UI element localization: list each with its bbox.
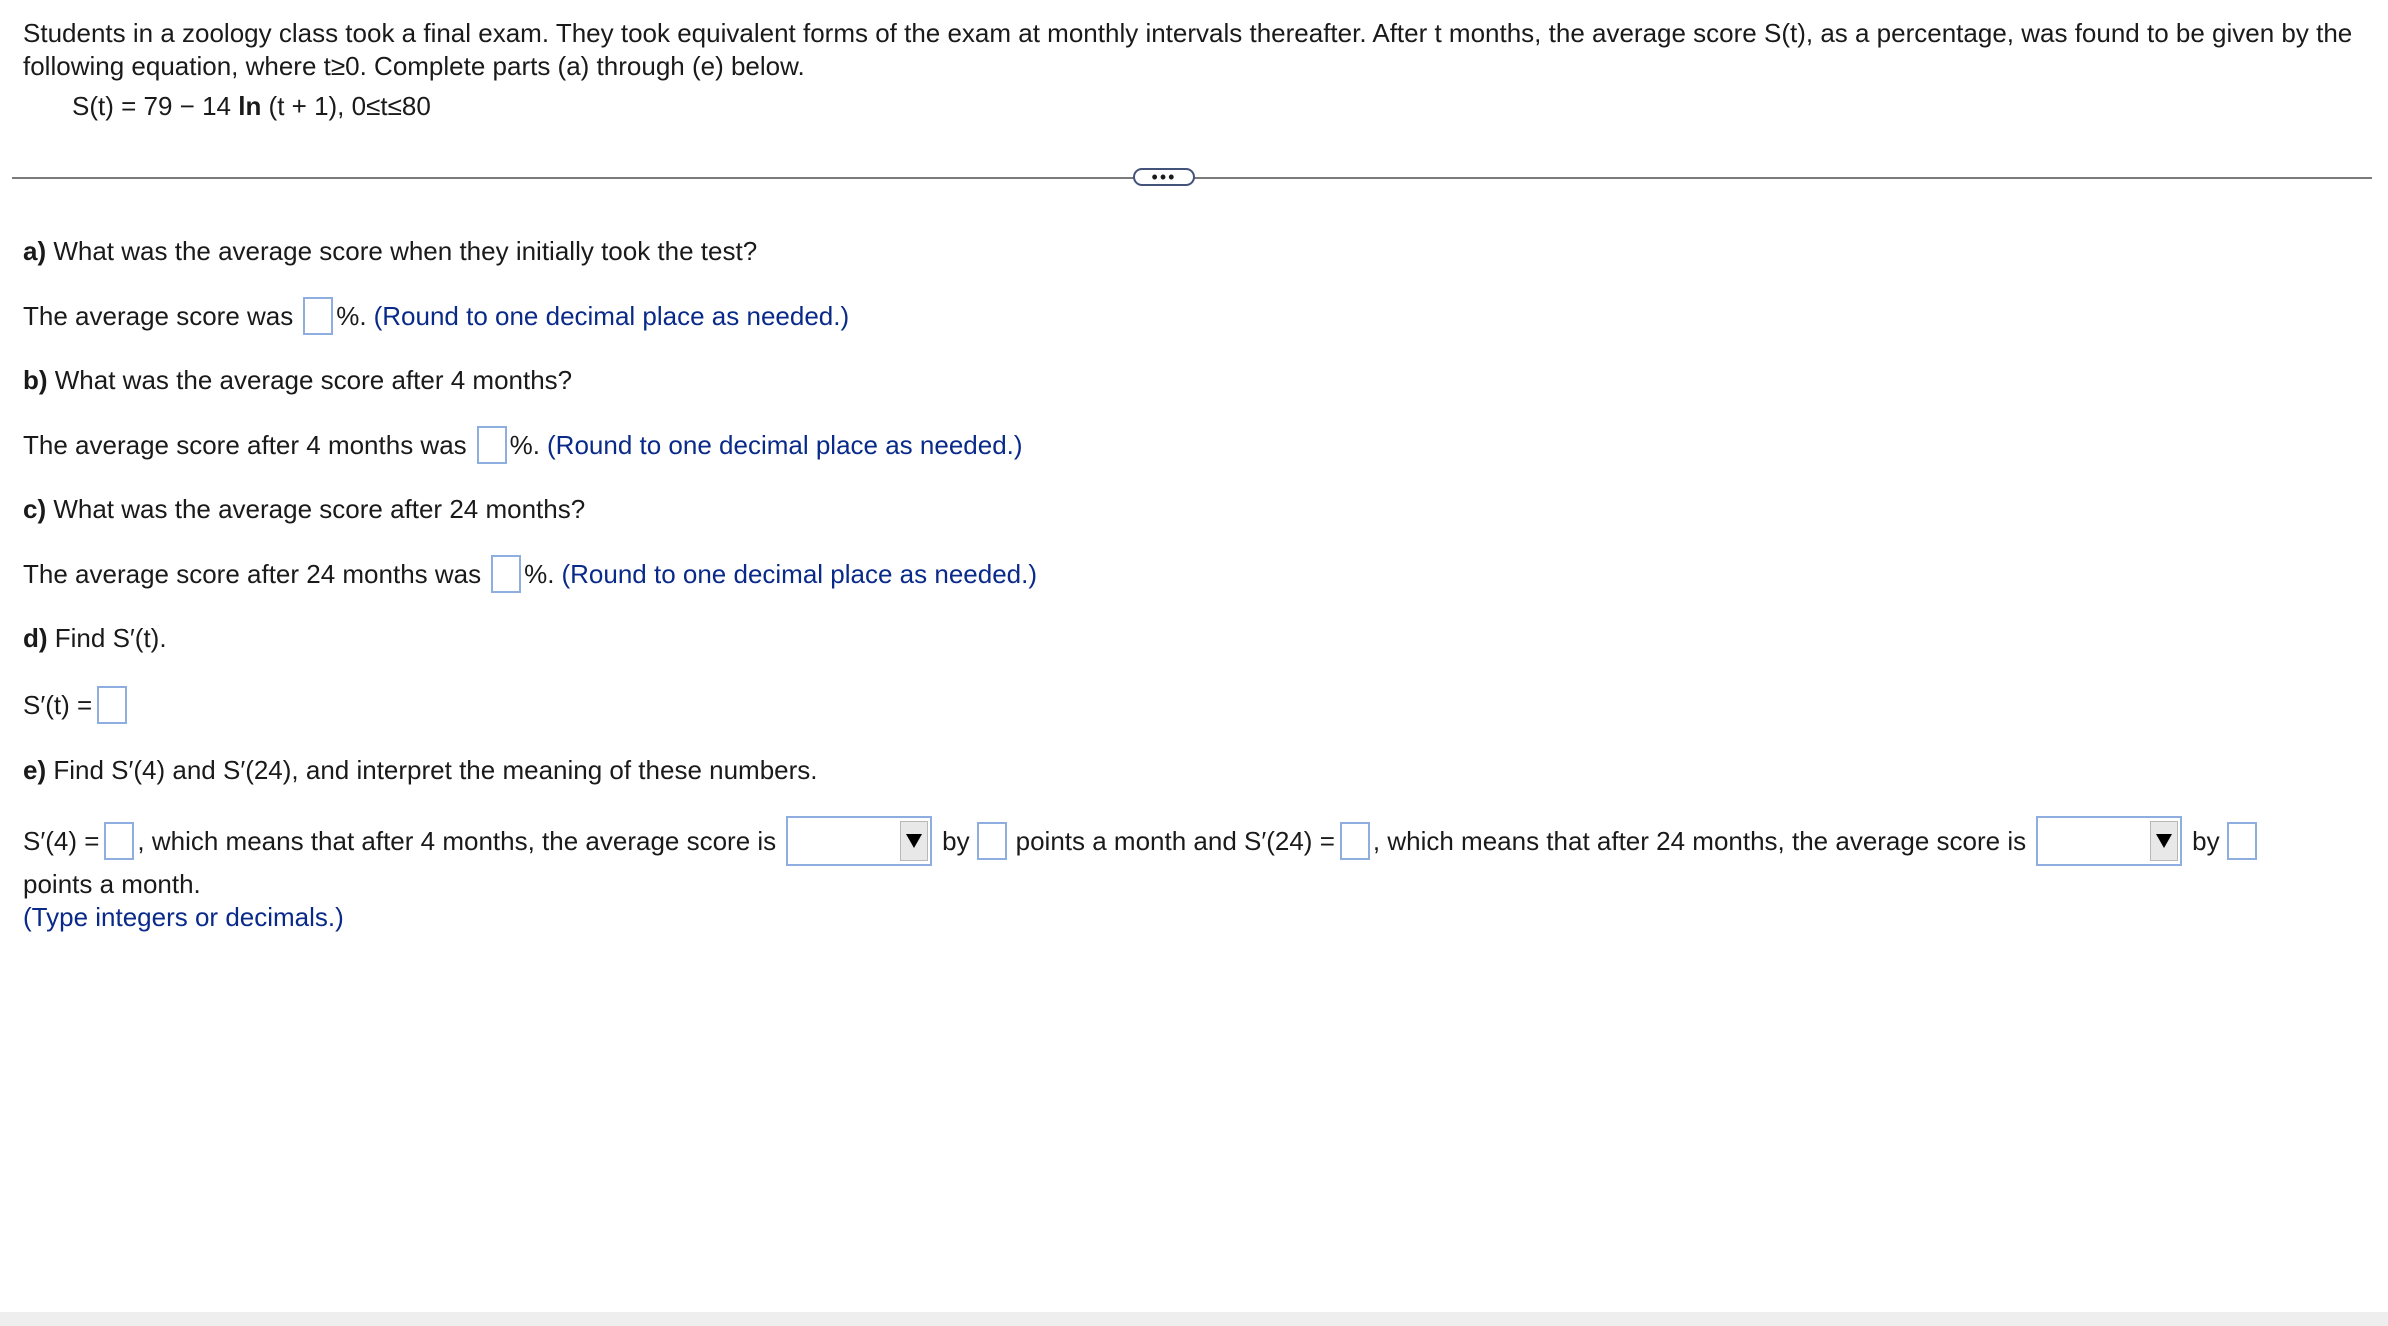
part-b-answer-input[interactable] [477, 426, 507, 464]
part-b-question [23, 365, 572, 396]
part-d-prefix: S′(t) = [23, 689, 93, 720]
part-e-s4-prefix: S′(4) = [23, 825, 100, 856]
part-e-by2: by [2192, 825, 2220, 856]
equation [72, 91, 431, 122]
part-e-text2: points a month and S′(24) = [1015, 825, 1335, 856]
expand-more-button[interactable] [1133, 168, 1195, 186]
equation-right: (t + 1), 0≤t≤80 [261, 91, 431, 121]
part-e-hint: (Type integers or decimals.) [23, 902, 344, 932]
part-a-answer-line [23, 297, 849, 335]
trend-select-24-months[interactable] [2036, 816, 2182, 866]
part-e-line2: points a month. [23, 869, 201, 899]
problem-intro-line1: Students in a zoology class took a final exam. They took equivalent forms of the exam at monthly intervals thereafter. After t months, the average score S(t), as a percentage, was found to be given by the [23, 18, 2353, 48]
part-e-answer-line [23, 816, 2260, 866]
rate-24-months-input[interactable] [2227, 822, 2257, 860]
part-a-question [23, 236, 757, 267]
part-c-tag: c) [23, 494, 47, 524]
part-b-tag: b) [23, 365, 48, 395]
problem-intro-line2: following equation, where t≥0. Complete parts (a) through (e) below. [23, 51, 805, 81]
part-c-suffix: %. [524, 558, 555, 589]
trend-select-4-months[interactable] [786, 816, 932, 866]
chevron-down-icon [2150, 821, 2178, 861]
part-a-prefix: The average score was [23, 300, 294, 331]
part-a-question-text: What was the average score when they initially took the test? [46, 236, 758, 266]
rate-4-months-input[interactable] [977, 822, 1007, 860]
part-c-question [23, 494, 585, 525]
part-d-answer-line [23, 686, 130, 724]
s-prime-24-input[interactable] [1340, 822, 1370, 860]
part-c-question-text: What was the average score after 24 months? [46, 494, 586, 524]
part-a-answer-input[interactable] [303, 297, 333, 335]
part-a-tag: a) [23, 236, 47, 266]
part-d-answer-input[interactable] [97, 686, 127, 724]
part-b-question-text: What was the average score after 4 months? [47, 365, 573, 395]
equation-ln: ln [238, 91, 262, 121]
chevron-down-icon [900, 821, 928, 861]
part-d-question [23, 623, 167, 654]
part-d-question-text: Find S′(t). [47, 623, 167, 653]
part-e-tag: e) [23, 755, 47, 785]
part-b-prefix: The average score after 4 months was [23, 429, 467, 460]
part-c-hint: (Round to one decimal place as needed.) [561, 558, 1037, 589]
footer-bar [0, 1312, 2388, 1326]
part-c-answer-input[interactable] [491, 555, 521, 593]
equation-left: S(t) = 79 − 14 [72, 91, 239, 121]
part-a-hint: (Round to one decimal place as needed.) [373, 300, 850, 331]
s-prime-4-input[interactable] [104, 822, 134, 860]
part-c-prefix: The average score after 24 months was [23, 558, 482, 589]
part-b-answer-line [23, 426, 1023, 464]
part-e-text3: , which means that after 24 months, the average score is [1372, 825, 2027, 856]
part-c-answer-line [23, 555, 1037, 593]
part-e-by1: by [942, 825, 970, 856]
part-b-hint: (Round to one decimal place as needed.) [547, 429, 1023, 460]
part-e-question [23, 755, 818, 786]
part-b-suffix: %. [509, 429, 541, 460]
part-a-suffix: %. [336, 300, 367, 331]
part-d-tag: d) [23, 623, 48, 653]
part-e-question-text: Find S′(4) and S′(24), and interpret the meaning of these numbers. [46, 755, 818, 785]
more-dots-icon: ••• [1151, 167, 1177, 187]
part-e-text1: , which means that after 4 months, the average score is [137, 825, 777, 856]
